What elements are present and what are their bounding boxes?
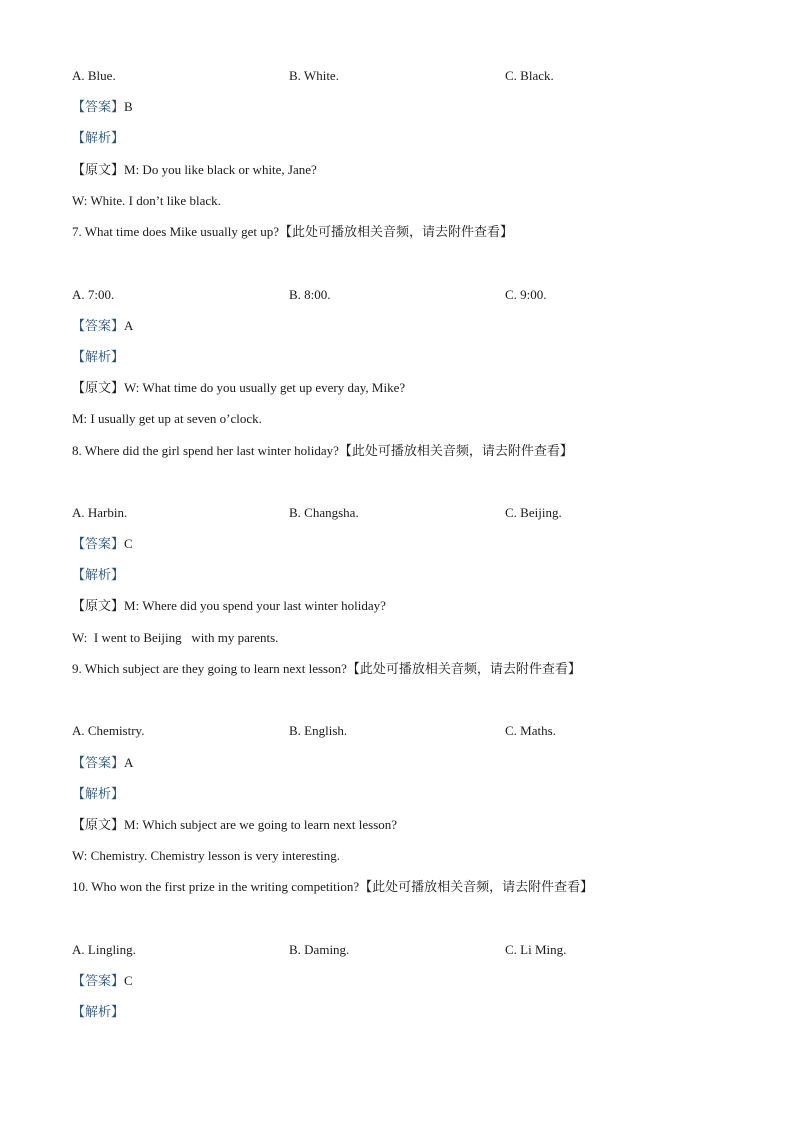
q7-transcript-line-2: M: I usually get up at seven o’clock.: [72, 411, 262, 426]
q10-answer-value: C: [124, 973, 133, 988]
answer-label: 【答案】: [72, 756, 125, 771]
answer-label: 【答案】: [72, 537, 125, 552]
original-label: 【原文】: [72, 163, 125, 178]
q8-transcript-1: [72, 598, 386, 615]
q8-answer-value: C: [124, 536, 133, 551]
q9-transcript-2: [72, 848, 340, 864]
q8-transcript-line-1: M: Where did you spend your last winter holiday?: [124, 598, 386, 613]
q8-option-a: A. Harbin.: [72, 505, 128, 520]
original-label: 【原文】: [72, 818, 125, 833]
audio-note: 【此处可播放相关音频，请去附件查看】: [359, 880, 594, 895]
q9-transcript-line-2: W: Chemistry. Chemistry lesson is very interesting.: [72, 848, 341, 863]
q7-question-text: 7. What time does Mike usually get up?: [72, 224, 279, 239]
q10-option-c: C. Li Ming.: [505, 942, 567, 957]
audio-note: 【此处可播放相关音频，请去附件查看】: [279, 225, 514, 240]
q8-option-c: C. Beijing.: [505, 505, 562, 520]
q6-analysis: [72, 130, 124, 147]
q10-question-text: 10. Who won the first prize in the writing competition?: [72, 879, 360, 894]
q6-answer-value: B: [124, 99, 133, 114]
analysis-label: 【解析】: [72, 131, 125, 146]
q9-question: [72, 661, 581, 678]
q7-option-c: C. 9:00.: [505, 287, 547, 302]
q10-question: [72, 879, 593, 896]
q9-option-b: B. English.: [289, 723, 348, 738]
q9-answer-value: A: [124, 755, 134, 770]
audio-note: 【此处可播放相关音频，请去附件查看】: [338, 444, 573, 459]
original-label: 【原文】: [72, 381, 125, 396]
q7-option-a: A. 7:00.: [72, 287, 115, 302]
answer-label: 【答案】: [72, 974, 125, 989]
q8-transcript-line-2: W: I went to Beijing with my parents.: [72, 630, 279, 645]
q7-option-b: B. 8:00.: [289, 287, 331, 302]
q8-question-text: 8. Where did the girl spend her last winter holiday?: [72, 443, 339, 458]
q7-analysis: [72, 349, 124, 366]
analysis-label: 【解析】: [72, 787, 125, 802]
audio-note: 【此处可播放相关音频，请去附件查看】: [346, 662, 581, 677]
q6-option-a: A. Blue.: [72, 68, 116, 83]
q7-answer-value: A: [124, 318, 134, 333]
q8-option-b: B. Changsha.: [289, 505, 359, 520]
q8-options: [72, 505, 722, 521]
q9-transcript-1: [72, 817, 397, 834]
analysis-label: 【解析】: [72, 1005, 125, 1020]
q9-options: [72, 723, 722, 739]
q6-option-b: B. White.: [289, 68, 339, 83]
q7-question: [72, 224, 513, 241]
q6-answer: [72, 99, 133, 116]
q10-option-a: A. Lingling.: [72, 942, 136, 957]
q10-options: [72, 942, 722, 958]
q9-analysis: [72, 786, 124, 803]
answer-label: 【答案】: [72, 319, 125, 334]
q9-question-text: 9. Which subject are they going to learn next lesson?: [72, 661, 347, 676]
q6-option-c: C. Black.: [505, 68, 554, 83]
q6-transcript-line-1: M: Do you like black or white, Jane?: [124, 162, 317, 177]
q7-transcript-2: [72, 411, 262, 427]
q10-option-b: B. Daming.: [289, 942, 350, 957]
q9-option-a: A. Chemistry.: [72, 723, 145, 738]
q7-answer: [72, 318, 133, 335]
analysis-label: 【解析】: [72, 350, 125, 365]
q7-transcript-1: [72, 380, 405, 397]
q9-transcript-line-1: M: Which subject are we going to learn next lesson?: [124, 817, 398, 832]
q8-question: [72, 443, 573, 460]
q6-options: [72, 68, 722, 84]
q9-answer: [72, 755, 133, 772]
q6-transcript-line-2: W: White. I don’t like black.: [72, 193, 221, 208]
q7-options: [72, 287, 722, 303]
q10-answer: [72, 973, 133, 990]
q8-analysis: [72, 567, 124, 584]
q9-option-c: C. Maths.: [505, 723, 556, 738]
q6-transcript-1: [72, 162, 317, 179]
q7-transcript-line-1: W: What time do you usually get up every day, Mike?: [124, 380, 406, 395]
analysis-label: 【解析】: [72, 568, 125, 583]
q10-analysis: [72, 1004, 124, 1021]
original-label: 【原文】: [72, 599, 125, 614]
q8-answer: [72, 536, 133, 553]
q8-transcript-2: [72, 630, 278, 646]
q6-transcript-2: [72, 193, 221, 209]
answer-label: 【答案】: [72, 100, 125, 115]
